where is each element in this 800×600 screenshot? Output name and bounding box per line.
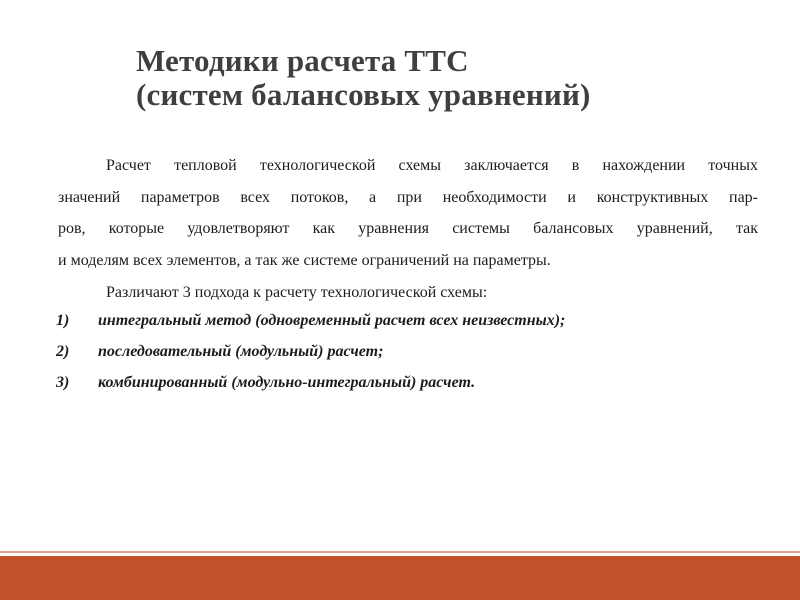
paragraph-line: ров, которые удовлетворяют как уравнения системы балансовых уравнений, так — [58, 220, 758, 237]
paragraph-line: значений параметров всех потоков, а при необходимости и конструктивных пар- — [58, 188, 758, 206]
description-paragraph — [58, 150, 758, 276]
paragraph-line: Расчет тепловой технологической схемы заключается в нахождении точных — [106, 157, 758, 174]
list-item-number: 3) — [56, 374, 70, 391]
slide-title-line-1: Методики расчета ТТС — [136, 43, 469, 78]
list-item — [0, 305, 760, 336]
list-item-text: последовательный (модульный) расчет; — [98, 343, 384, 360]
list-item-number: 2) — [56, 343, 70, 360]
list-item — [0, 367, 760, 398]
slide-title — [136, 44, 756, 112]
footer-accent-bar — [0, 556, 800, 600]
approaches-intro: Различают 3 подхода к расчету технологической схемы: — [106, 284, 488, 301]
list-item-text: комбинированный (модульно-интегральный) расчет. — [98, 374, 476, 391]
paragraph-line: и моделям всех элементов, а так же системе ограничений на параметры. — [58, 251, 551, 269]
list-item-number: 1) — [56, 312, 70, 329]
slide-title-line-2: (систем балансовых уравнений) — [136, 77, 591, 112]
footer-divider — [0, 551, 800, 553]
approaches-list — [0, 305, 760, 398]
list-item — [0, 336, 760, 367]
slide-body — [58, 150, 758, 309]
list-item-text: интегральный метод (одновременный расчет всех неизвестных); — [98, 312, 566, 329]
